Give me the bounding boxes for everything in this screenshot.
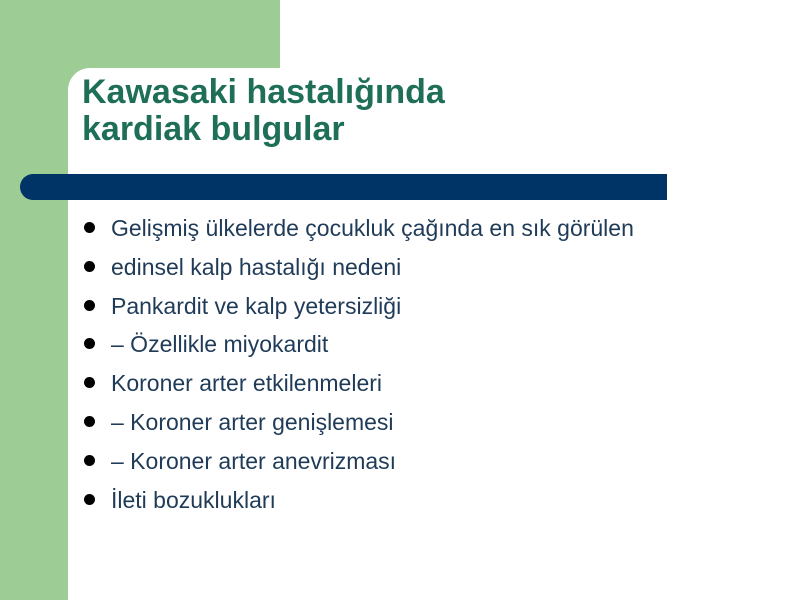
slide-title-line-2: kardiak bulgular	[82, 110, 345, 148]
bullet-text: Gelişmiş ülkelerde çocukluk çağında en sık görülen	[111, 215, 634, 241]
slide-title	[82, 74, 445, 148]
bullet-text: – Koroner arter anevrizması	[111, 447, 397, 474]
bullet-dot-icon	[84, 377, 95, 388]
bullet-dot-icon	[84, 261, 95, 272]
bullet-text: edinsel kalp hastalığı nedeni	[111, 253, 402, 280]
bullet-text: Koroner arter etkilenmeleri	[111, 370, 383, 397]
bullet-text: – Koroner arter genişlemesi	[111, 408, 394, 435]
bullet-dot-icon	[84, 416, 95, 427]
bullet-dot-icon	[84, 338, 95, 349]
bullet-dot-icon	[84, 222, 95, 233]
bullet-text: Pankardit ve kalp yetersizliği	[111, 292, 402, 319]
title-underline-bar	[20, 174, 667, 200]
bullet-text: – Özellikle miyokardit	[111, 331, 329, 358]
slide-title-line-1: Kawasaki hastalığında	[82, 73, 445, 111]
bullet-dot-icon	[84, 455, 95, 466]
bullet-dot-icon	[84, 494, 95, 505]
bullet-dot-icon	[84, 300, 95, 311]
bullet-text: İleti bozuklukları	[111, 486, 276, 513]
